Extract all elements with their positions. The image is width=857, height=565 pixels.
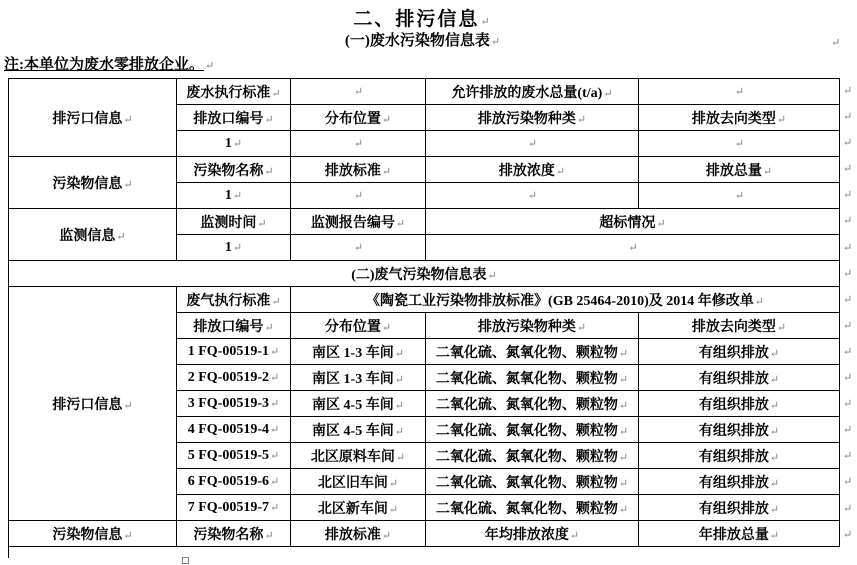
cell-text: 有组织排放 bbox=[698, 475, 769, 491]
cell-text: (二)废气污染物信息表 bbox=[351, 267, 487, 283]
column-header-pollutant-types[interactable] bbox=[426, 313, 639, 339]
cell-text: 《陶瓷工业污染物排放标准》(GB 25464-2010)及 2014 年修改单 bbox=[366, 293, 754, 309]
cell-text: 二氧化硫、氮氧化物、颗粒物 bbox=[435, 371, 618, 387]
row-end-mark-icon: ↵ bbox=[843, 476, 853, 489]
cell-discharge-destination[interactable] bbox=[639, 339, 840, 365]
cell-pollutant-types[interactable] bbox=[426, 495, 639, 521]
cell-end-mark-icon: ↵ bbox=[487, 269, 497, 282]
cell-text: 废气执行标准 bbox=[186, 293, 271, 309]
cell-end-mark-icon: ↵ bbox=[394, 373, 404, 386]
cell-text: 排放去向类型 bbox=[691, 111, 776, 127]
cell-location[interactable] bbox=[291, 131, 426, 157]
section-label-pollutant-info-water[interactable] bbox=[9, 157, 177, 209]
cell-location[interactable] bbox=[291, 339, 426, 365]
cell-text: 二氧化硫、氮氧化物、颗粒物 bbox=[435, 345, 618, 361]
paragraph-mark-icon: ↵ bbox=[480, 16, 492, 28]
cell-end-mark-icon: ↵ bbox=[618, 347, 629, 360]
cell-end-mark-icon: ↵ bbox=[769, 373, 780, 386]
cell-end-mark-icon: ↵ bbox=[769, 347, 780, 360]
cell-discharge-destination[interactable] bbox=[639, 443, 840, 469]
cell-end-mark-icon: ↵ bbox=[618, 451, 629, 464]
cell-text: 南区 4-5 车间 bbox=[312, 397, 394, 413]
cell-discharge-destination[interactable] bbox=[639, 365, 840, 391]
doc-note-text: 注:本单位为废水零排放企业。 bbox=[4, 57, 204, 73]
cell-text: 分布位置 bbox=[324, 111, 381, 127]
column-header-discharge-standard[interactable] bbox=[291, 157, 426, 183]
cell-text: 有组织排放 bbox=[698, 371, 769, 387]
cell-end-mark-icon: ↵ bbox=[769, 425, 780, 438]
cell-text: 二氧化硫、氮氧化物、颗粒物 bbox=[435, 449, 618, 465]
cell-end-mark-icon: ↵ bbox=[569, 529, 580, 542]
cell-location[interactable] bbox=[291, 365, 426, 391]
cell-text: 6 FQ-00519-6 bbox=[187, 473, 270, 489]
column-header-annual-discharge-total[interactable] bbox=[639, 521, 840, 547]
cell-monitoring-report-number[interactable] bbox=[291, 235, 426, 261]
cell-text: 二氧化硫、氮氧化物、颗粒物 bbox=[435, 397, 618, 413]
column-header-monitoring-report-number[interactable] bbox=[291, 209, 426, 235]
cell-discharge-concentration[interactable] bbox=[426, 183, 639, 209]
cell-end-mark-icon: ↵ bbox=[270, 371, 280, 384]
row-end-mark-icon: ↵ bbox=[843, 215, 853, 228]
cell-end-mark-icon: ↵ bbox=[381, 529, 392, 542]
column-header-location[interactable] bbox=[291, 313, 426, 339]
cell-discharge-destination[interactable] bbox=[639, 131, 840, 157]
cell-discharge-destination[interactable] bbox=[639, 417, 840, 443]
row-end-mark-icon: ↵ bbox=[843, 163, 853, 176]
paragraph-mark-icon: ↵ bbox=[831, 37, 841, 49]
cell-outlet-number[interactable] bbox=[177, 495, 291, 521]
cell-location[interactable] bbox=[291, 495, 426, 521]
row-end-mark-icon: ↵ bbox=[843, 189, 853, 202]
cell-wastewater-standard-value[interactable] bbox=[291, 79, 426, 105]
row-end-mark-icon: ↵ bbox=[843, 319, 853, 332]
cell-end-mark-icon: ↵ bbox=[734, 137, 745, 150]
cell-text: 有组织排放 bbox=[698, 501, 769, 517]
table-row bbox=[9, 209, 840, 235]
cell-end-mark-icon: ↵ bbox=[734, 85, 745, 98]
doc-subtitle[interactable] bbox=[0, 29, 845, 50]
cell-text: 排放标准 bbox=[324, 527, 381, 543]
doc-subtitle-text: (一)废水污染物信息表 bbox=[344, 33, 490, 49]
cell-text: 排放污染物种类 bbox=[477, 319, 576, 335]
doc-note[interactable] bbox=[4, 53, 214, 74]
cell-end-mark-icon: ↵ bbox=[776, 113, 787, 126]
cell-end-mark-icon: ↵ bbox=[603, 87, 613, 100]
cell-text: 1 bbox=[224, 187, 232, 203]
cell-location[interactable] bbox=[291, 417, 426, 443]
cell-pollutant-types[interactable] bbox=[426, 365, 639, 391]
pollution-info-table bbox=[8, 78, 840, 547]
table-row bbox=[9, 79, 840, 105]
row-end-mark-icon: ↵ bbox=[843, 293, 853, 306]
cell-text: 南区 1-3 车间 bbox=[312, 345, 394, 361]
cell-text: 排放标准 bbox=[324, 163, 381, 179]
cell-pollutant-types[interactable] bbox=[426, 443, 639, 469]
cell-end-mark-icon: ↵ bbox=[395, 451, 406, 464]
cell-pollutant-types[interactable] bbox=[426, 391, 639, 417]
cell-end-mark-icon: ↵ bbox=[232, 137, 243, 150]
section-label-text: 污染物信息 bbox=[52, 176, 123, 192]
cell-text: 污染物名称 bbox=[193, 163, 264, 179]
row-end-mark-icon: ↵ bbox=[843, 345, 853, 358]
cell-text: 二氧化硫、氮氧化物、颗粒物 bbox=[435, 501, 618, 517]
cell-end-mark-icon: ↵ bbox=[734, 189, 745, 202]
row-end-mark-icon: ↵ bbox=[843, 267, 853, 280]
cell-pollutant-types[interactable] bbox=[426, 131, 639, 157]
cell-end-mark-icon: ↵ bbox=[381, 113, 392, 126]
cell-end-mark-icon: ↵ bbox=[270, 423, 280, 436]
cell-text: 超标情况 bbox=[599, 215, 656, 231]
cell-end-mark-icon: ↵ bbox=[618, 503, 629, 516]
cell-discharge-destination[interactable] bbox=[639, 495, 840, 521]
row-end-mark-icon: ↵ bbox=[843, 111, 853, 124]
cell-pollutant-name[interactable] bbox=[177, 183, 291, 209]
cell-end-mark-icon: ↵ bbox=[555, 165, 566, 178]
cell-outlet-number[interactable] bbox=[177, 365, 291, 391]
column-header-annual-avg-concentration[interactable] bbox=[426, 521, 639, 547]
paragraph-mark-icon: ↵ bbox=[490, 36, 501, 48]
cell-end-mark-icon: ↵ bbox=[394, 425, 404, 438]
row-end-mark-icon: ↵ bbox=[843, 372, 853, 385]
clipped-next-row-marker bbox=[182, 557, 189, 564]
cell-end-mark-icon: ↵ bbox=[353, 85, 364, 98]
cell-text: 废水执行标准 bbox=[186, 85, 271, 101]
cell-text: 排放污染物种类 bbox=[477, 111, 576, 127]
cell-text: 1 FQ-00519-1 bbox=[187, 343, 270, 359]
column-header-discharge-concentration[interactable] bbox=[426, 157, 639, 183]
cell-end-mark-icon: ↵ bbox=[394, 347, 404, 360]
cell-end-mark-icon: ↵ bbox=[264, 321, 274, 334]
cell-text: 排放口编号 bbox=[193, 111, 264, 127]
column-header-pollutant-types[interactable] bbox=[426, 105, 639, 131]
cell-text: 年均排放浓度 bbox=[484, 527, 569, 543]
cell-text: 监测报告编号 bbox=[310, 215, 395, 231]
cell-end-mark-icon: ↵ bbox=[271, 295, 281, 308]
cell-pollutant-types[interactable] bbox=[426, 469, 639, 495]
column-header-exceedance-status[interactable] bbox=[426, 209, 840, 235]
table-left-border-continuation bbox=[8, 547, 9, 558]
cell-text: 有组织排放 bbox=[698, 423, 769, 439]
cell-end-mark-icon: ↵ bbox=[270, 397, 280, 410]
cell-end-mark-icon: ↵ bbox=[656, 217, 666, 230]
cell-end-mark-icon: ↵ bbox=[769, 399, 780, 412]
column-header-pollutant-name[interactable] bbox=[177, 157, 291, 183]
cell-end-mark-icon: ↵ bbox=[381, 165, 392, 178]
cell-end-mark-icon: ↵ bbox=[769, 451, 780, 464]
cell-text: 北区原料车间 bbox=[310, 449, 395, 465]
cell-outlet-number[interactable] bbox=[177, 443, 291, 469]
cell-pollutant-types[interactable] bbox=[426, 417, 639, 443]
cell-text: 监测时间 bbox=[200, 215, 257, 231]
section-label-monitoring-info[interactable] bbox=[9, 209, 177, 261]
cell-end-mark-icon: ↵ bbox=[388, 477, 399, 490]
cell-exceedance-status[interactable] bbox=[426, 235, 840, 261]
cell-text: 二氧化硫、氮氧化物、颗粒物 bbox=[435, 475, 618, 491]
cell-text: 二氧化硫、氮氧化物、颗粒物 bbox=[435, 423, 618, 439]
cell-end-mark-icon: ↵ bbox=[754, 295, 764, 308]
cell-text: 排放口编号 bbox=[193, 319, 264, 335]
section-label-text: 排污口信息 bbox=[52, 397, 123, 413]
cell-end-mark-icon: ↵ bbox=[123, 113, 133, 126]
table-row bbox=[9, 261, 840, 287]
header-waste-gas-standard[interactable] bbox=[177, 287, 291, 313]
cell-end-mark-icon: ↵ bbox=[264, 529, 274, 542]
section-title-waste-gas-table[interactable] bbox=[9, 261, 840, 287]
cell-end-mark-icon: ↵ bbox=[264, 165, 274, 178]
doc-title[interactable] bbox=[0, 4, 845, 31]
cell-outlet-number[interactable] bbox=[177, 131, 291, 157]
paragraph-mark-icon: ↵ bbox=[205, 60, 215, 72]
cell-discharge-destination[interactable] bbox=[639, 391, 840, 417]
column-header-pollutant-name[interactable] bbox=[177, 521, 291, 547]
header-allowed-wastewater-total[interactable] bbox=[426, 79, 639, 105]
row-end-marks bbox=[843, 78, 852, 548]
cell-end-mark-icon: ↵ bbox=[776, 321, 787, 334]
cell-outlet-number[interactable] bbox=[177, 469, 291, 495]
table-row bbox=[9, 157, 840, 183]
column-header-discharge-standard[interactable] bbox=[291, 521, 426, 547]
cell-end-mark-icon: ↵ bbox=[576, 113, 587, 126]
section-label-text: 监测信息 bbox=[59, 228, 116, 244]
column-header-location[interactable] bbox=[291, 105, 426, 131]
cell-text: 5 FQ-00519-5 bbox=[187, 447, 270, 463]
cell-text: 排放去向类型 bbox=[691, 319, 776, 335]
section-label-outlet-info-gas[interactable] bbox=[9, 287, 177, 521]
cell-text: 允许排放的废水总量(t/a) bbox=[451, 85, 603, 101]
cell-end-mark-icon: ↵ bbox=[769, 503, 780, 516]
cell-end-mark-icon: ↵ bbox=[762, 165, 773, 178]
cell-end-mark-icon: ↵ bbox=[257, 217, 267, 230]
cell-end-mark-icon: ↵ bbox=[527, 189, 538, 202]
row-end-mark-icon: ↵ bbox=[843, 424, 853, 437]
doc-title-text: 二、排污信息 bbox=[353, 9, 480, 30]
column-header-discharge-destination[interactable] bbox=[639, 105, 840, 131]
cell-text: 有组织排放 bbox=[698, 397, 769, 413]
cell-pollutant-types[interactable] bbox=[426, 339, 639, 365]
cell-text: 分布位置 bbox=[324, 319, 381, 335]
cell-end-mark-icon: ↵ bbox=[628, 241, 638, 254]
row-end-mark-icon: ↵ bbox=[843, 528, 853, 541]
cell-end-mark-icon: ↵ bbox=[123, 399, 133, 412]
cell-location[interactable] bbox=[291, 391, 426, 417]
cell-end-mark-icon: ↵ bbox=[527, 137, 538, 150]
row-end-mark-icon: ↵ bbox=[843, 137, 853, 150]
row-end-mark-icon: ↵ bbox=[843, 398, 853, 411]
cell-text: 7 FQ-00519-7 bbox=[187, 499, 270, 515]
cell-monitoring-time[interactable] bbox=[177, 235, 291, 261]
cell-text: 有组织排放 bbox=[698, 449, 769, 465]
cell-text: 2 FQ-00519-2 bbox=[187, 369, 270, 385]
cell-end-mark-icon: ↵ bbox=[618, 399, 629, 412]
cell-location[interactable] bbox=[291, 443, 426, 469]
cell-end-mark-icon: ↵ bbox=[394, 399, 404, 412]
cell-end-mark-icon: ↵ bbox=[123, 178, 133, 191]
section-label-text: 排污口信息 bbox=[52, 111, 123, 127]
cell-location[interactable] bbox=[291, 469, 426, 495]
cell-end-mark-icon: ↵ bbox=[232, 241, 243, 254]
cell-text: 污染物名称 bbox=[193, 527, 264, 543]
section-label-pollutant-info-gas[interactable] bbox=[9, 521, 177, 547]
cell-discharge-total[interactable] bbox=[639, 183, 840, 209]
cell-outlet-number[interactable] bbox=[177, 339, 291, 365]
table-row bbox=[9, 521, 840, 547]
cell-end-mark-icon: ↵ bbox=[618, 425, 629, 438]
cell-end-mark-icon: ↵ bbox=[353, 137, 364, 150]
column-header-monitoring-time[interactable] bbox=[177, 209, 291, 235]
section-label-outlet-info-water[interactable] bbox=[9, 79, 177, 157]
cell-text: 南区 4-5 车间 bbox=[312, 423, 394, 439]
cell-outlet-number[interactable] bbox=[177, 391, 291, 417]
cell-allowed-wastewater-total-value[interactable] bbox=[639, 79, 840, 105]
row-end-mark-icon: ↵ bbox=[843, 502, 853, 515]
cell-text: 1 bbox=[224, 239, 232, 255]
row-end-mark-icon: ↵ bbox=[843, 85, 853, 97]
column-header-discharge-destination[interactable] bbox=[639, 313, 840, 339]
cell-text: 3 FQ-00519-3 bbox=[187, 395, 270, 411]
cell-text: 南区 1-3 车间 bbox=[312, 371, 394, 387]
row-end-mark-icon: ↵ bbox=[843, 241, 853, 254]
cell-text: 北区新车间 bbox=[317, 501, 388, 517]
cell-end-mark-icon: ↵ bbox=[123, 529, 133, 542]
row-end-mark-icon: ↵ bbox=[843, 450, 853, 463]
cell-end-mark-icon: ↵ bbox=[270, 501, 280, 514]
cell-text: 4 FQ-00519-4 bbox=[187, 421, 270, 437]
column-header-outlet-number[interactable] bbox=[177, 105, 291, 131]
cell-end-mark-icon: ↵ bbox=[388, 503, 399, 516]
cell-end-mark-icon: ↵ bbox=[271, 87, 281, 100]
cell-end-mark-icon: ↵ bbox=[270, 345, 280, 358]
column-header-outlet-number[interactable] bbox=[177, 313, 291, 339]
column-header-discharge-total[interactable] bbox=[639, 157, 840, 183]
cell-end-mark-icon: ↵ bbox=[618, 477, 629, 490]
table-row bbox=[9, 287, 840, 313]
header-wastewater-standard[interactable] bbox=[177, 79, 291, 105]
cell-end-mark-icon: ↵ bbox=[270, 449, 280, 462]
cell-end-mark-icon: ↵ bbox=[116, 230, 126, 243]
cell-text: 1 bbox=[224, 135, 232, 151]
cell-end-mark-icon: ↵ bbox=[381, 321, 392, 334]
section-label-text: 污染物信息 bbox=[52, 527, 123, 543]
cell-end-mark-icon: ↵ bbox=[353, 241, 364, 254]
cell-discharge-destination[interactable] bbox=[639, 469, 840, 495]
cell-end-mark-icon: ↵ bbox=[270, 475, 280, 488]
cell-text: 北区旧车间 bbox=[317, 475, 388, 491]
cell-end-mark-icon: ↵ bbox=[353, 189, 364, 202]
cell-end-mark-icon: ↵ bbox=[232, 189, 243, 202]
cell-text: 年排放总量 bbox=[698, 527, 769, 543]
cell-end-mark-icon: ↵ bbox=[576, 321, 587, 334]
cell-end-mark-icon: ↵ bbox=[769, 529, 780, 542]
cell-text: 排放浓度 bbox=[498, 163, 555, 179]
cell-outlet-number[interactable] bbox=[177, 417, 291, 443]
cell-text: 有组织排放 bbox=[698, 345, 769, 361]
cell-end-mark-icon: ↵ bbox=[395, 217, 406, 230]
cell-discharge-standard[interactable] bbox=[291, 183, 426, 209]
cell-end-mark-icon: ↵ bbox=[769, 477, 780, 490]
cell-end-mark-icon: ↵ bbox=[264, 113, 274, 126]
cell-waste-gas-standard-value[interactable] bbox=[291, 287, 840, 313]
cell-text: 排放总量 bbox=[705, 163, 762, 179]
cell-end-mark-icon: ↵ bbox=[618, 373, 629, 386]
